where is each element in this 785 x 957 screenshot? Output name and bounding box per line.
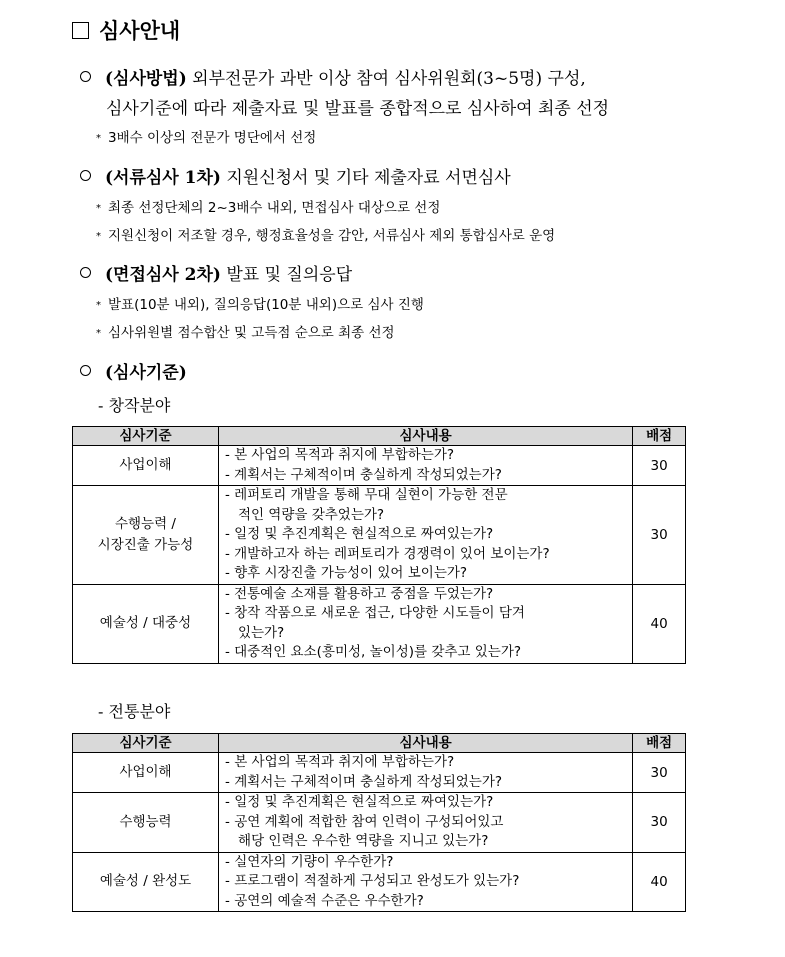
method-note: * 3배수 이상의 전문가 명단에서 선정 xyxy=(96,128,316,149)
circle-bullet-icon xyxy=(80,365,91,376)
table-row xyxy=(73,852,686,912)
points-cell: 30 xyxy=(633,793,686,853)
items-cell: - 본 사업의 목적과 취지에 부합하는가? - 계획서는 구체적이며 충실하게 작성되었는가? xyxy=(219,753,633,793)
document-review-note: * 최종 선정단체의 2~3배수 내외, 면접심사 대상으로 선정 xyxy=(96,198,440,219)
asterisk-icon: * xyxy=(96,203,101,214)
section-title: 심사안내 xyxy=(72,16,180,46)
asterisk-icon: * xyxy=(96,231,101,242)
creative-criteria-table xyxy=(72,426,686,664)
table-header-row xyxy=(73,427,686,446)
table-row xyxy=(73,446,686,486)
points-cell: 40 xyxy=(633,852,686,912)
method-label: (심사방법) xyxy=(105,69,187,89)
method-text: 외부전문가 과반 이상 참여 심사위원회(3~5명) 구성, xyxy=(186,69,586,89)
header-content: 심사내용 xyxy=(219,734,633,753)
category-cell: 수행능력 / 시장진출 가능성 xyxy=(73,486,219,585)
category-cell: 수행능력 xyxy=(73,793,219,853)
checkbox-square-icon xyxy=(72,22,89,39)
items-cell: - 실연자의 기량이 우수한가? - 프로그램이 적절하게 구성되고 완성도가 있는가? - 공연의 예술적 수준은 우수한가? xyxy=(219,852,633,912)
category-cell: 사업이해 xyxy=(73,446,219,486)
interview-label: (면접심사 2차) xyxy=(105,265,221,285)
points-cell: 40 xyxy=(633,584,686,663)
asterisk-icon: * xyxy=(96,300,101,311)
points-cell: 30 xyxy=(633,486,686,585)
table-row xyxy=(73,753,686,793)
header-points: 배점 xyxy=(633,734,686,753)
interview-note: * 심사위원별 점수합산 및 고득점 순으로 최종 선정 xyxy=(96,323,395,344)
table-row xyxy=(73,486,686,585)
document-review-label: (서류심사 1차) xyxy=(105,168,221,188)
interview-note: * 발표(10분 내외), 질의응답(10분 내외)으로 심사 진행 xyxy=(96,295,424,316)
document-review-note: * 지원신청이 저조할 경우, 행정효율성을 감안, 서류심사 제외 통합심사로 운영 xyxy=(96,226,555,247)
header-content: 심사내용 xyxy=(218,427,632,446)
traditional-criteria-table xyxy=(72,733,686,912)
document-review-text: 지원신청서 및 기타 제출자료 서면심사 xyxy=(220,168,511,188)
items-cell: - 본 사업의 목적과 취지에 부합하는가? - 계획서는 구체적이며 충실하게 작성되었는가? xyxy=(218,446,632,486)
category-cell: 예술성 / 대중성 xyxy=(73,584,219,663)
method-text-continued: 심사기준에 따라 제출자료 및 발표를 종합적으로 심사하여 최종 선정 xyxy=(106,99,610,119)
category-cell: 예술성 / 완성도 xyxy=(73,852,219,912)
header-criteria: 심사기준 xyxy=(73,427,219,446)
interview-text: 발표 및 질의응답 xyxy=(220,265,353,285)
items-cell: - 레퍼토리 개발을 통해 무대 실현이 가능한 전문 적인 역량을 갖추었는가? - 일정 및 추진계획은 현실적으로 짜여있는가? - 개발하고자 하는 레퍼토리가 경쟁력이 있어 보이는가? - 향후 시장진출 가능성이 있어 보이는가? xyxy=(218,486,632,585)
table-header-row xyxy=(73,734,686,753)
criteria-heading: (심사기준) xyxy=(105,363,187,383)
header-criteria: 심사기준 xyxy=(73,734,219,753)
asterisk-icon: * xyxy=(96,328,101,339)
items-cell: - 전통예술 소재를 활용하고 중점을 두었는가? - 창작 작품으로 새로운 접근, 다양한 시도들이 담겨 있는가? - 대중적인 요소(흥미성, 놀이성)를 갖추고 있는가? xyxy=(218,584,632,663)
items-cell: - 일정 및 추진계획은 현실적으로 짜여있는가? - 공연 계획에 적합한 참여 인력이 구성되어있고 해당 인력은 우수한 역량을 지니고 있는가? xyxy=(219,793,633,853)
circle-bullet-icon xyxy=(80,71,91,82)
category-cell: 사업이해 xyxy=(73,753,219,793)
header-points: 배점 xyxy=(633,427,686,446)
bullet-review-method xyxy=(80,66,586,92)
points-cell: 30 xyxy=(633,446,686,486)
circle-bullet-icon xyxy=(80,267,91,278)
bullet-interview-review xyxy=(80,262,352,288)
creative-field-heading: - 창작분야 xyxy=(98,396,171,415)
circle-bullet-icon xyxy=(80,170,91,181)
bullet-document-review xyxy=(80,165,511,191)
points-cell: 30 xyxy=(633,753,686,793)
table-row xyxy=(73,584,686,663)
bullet-criteria xyxy=(80,360,187,386)
asterisk-icon: * xyxy=(96,133,101,144)
table-row xyxy=(73,793,686,853)
traditional-field-heading: - 전통분야 xyxy=(98,702,171,721)
